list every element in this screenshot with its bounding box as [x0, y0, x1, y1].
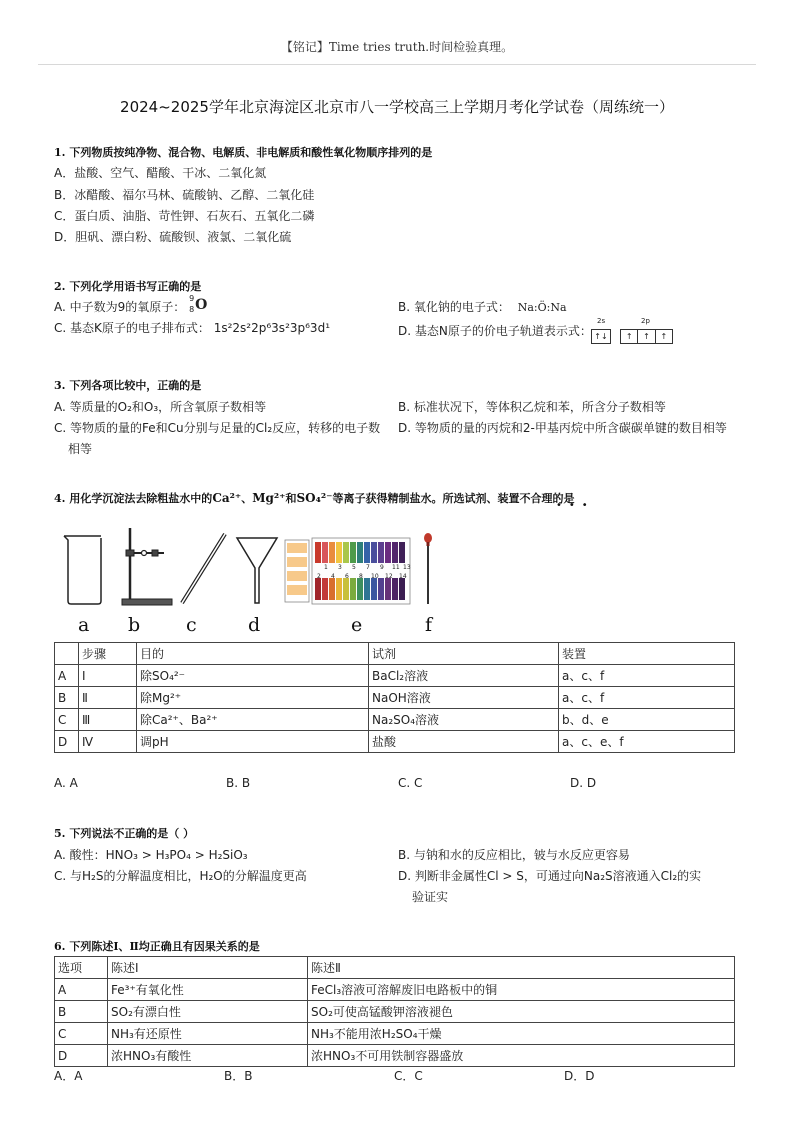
- question-5-option-a: A. 酸性：HNO₃ > H₃PO₄ > H₂SiO₃: [54, 848, 248, 862]
- question-6-stem: 6. 下列陈述Ⅰ、Ⅱ均正确且有因果关系的是: [54, 940, 260, 953]
- table-cell: 调pH: [137, 731, 369, 753]
- question-4-table: [54, 642, 735, 753]
- question-3-option-c-cont: 相等: [68, 442, 93, 456]
- question-6-table: [54, 956, 735, 1067]
- isotope-number: 8: [189, 305, 195, 314]
- table-row: [55, 709, 735, 731]
- table-cell: Ⅰ: [79, 665, 137, 687]
- question-2-option-a: [54, 294, 208, 315]
- orbital-label-2s: 2s: [597, 317, 606, 325]
- ph-value: 13: [403, 564, 411, 571]
- table-cell: BaCl₂溶液: [369, 665, 559, 687]
- sodium-oxide-formula: Na:Ö:Na: [517, 301, 567, 314]
- orbital-label-2p: 2p: [641, 317, 650, 325]
- table-cell: 盐酸: [369, 731, 559, 753]
- ph-value: 9: [380, 564, 384, 571]
- table-cell: SO₂有漂白性: [108, 1001, 308, 1023]
- table-header-cell: 选项: [55, 957, 108, 979]
- table-header-cell: 目的: [137, 643, 369, 665]
- ion-magnesium: Mg²⁺: [252, 491, 286, 505]
- question-3-option-d: D. 等物质的量的丙烷和2-甲基丙烷中所含碳碳单键的数目相等: [398, 421, 727, 435]
- dropper-icon: [424, 533, 432, 604]
- question-1-option-c: C．蛋白质、油脂、苛性钾、石灰石、五氧化二磷: [54, 209, 315, 223]
- question-3-option-a: A. 等质量的O₂和O₃，所含氧原子数相等: [54, 400, 267, 414]
- table-cell: Fe³⁺有氧化性: [108, 979, 308, 1001]
- question-1-option-d: D．胆矾、漂白粉、硫酸钡、液氯、二氧化硫: [54, 230, 292, 244]
- question-4-answer-d: D. D: [570, 776, 597, 790]
- table-cell: FeCl₃溶液可溶解废旧电路板中的铜: [308, 979, 735, 1001]
- ph-paper-icon: [285, 540, 309, 602]
- table-cell: a、c、f: [559, 687, 735, 709]
- question-3-stem: 3. 下列各项比较中，正确的是: [54, 379, 202, 392]
- table-cell: b、d、e: [559, 709, 735, 731]
- question-2-stem: 2. 下列化学用语书写正确的是: [54, 280, 202, 293]
- apparatus-label-f: f: [425, 614, 433, 636]
- table-cell: 除Mg²⁺: [137, 687, 369, 709]
- apparatus-label-b: b: [128, 614, 141, 636]
- table-row: [55, 687, 735, 709]
- glass-rod-icon: [182, 534, 225, 603]
- table-cell: A: [55, 979, 108, 1001]
- table-header-cell: 陈述Ⅰ: [108, 957, 308, 979]
- iron-stand-icon: [122, 528, 172, 605]
- question-5-option-b: B. 与钠和水的反应相比，铍与水反应更容易: [398, 848, 630, 862]
- question-2-option-c: [54, 319, 330, 336]
- ph-value: 12: [385, 573, 393, 580]
- question-1-option-b: B．冰醋酸、福尔马林、硫酸钠、乙醇、二氧化硅: [54, 188, 315, 202]
- orbital-2p-3: ↑: [660, 332, 668, 341]
- ph-value: 6: [345, 573, 349, 580]
- table-row: [55, 665, 735, 687]
- isotope-mass: 9: [189, 294, 195, 303]
- table-cell: Na₂SO₄溶液: [369, 709, 559, 731]
- header-divider: [38, 64, 756, 65]
- table-cell: C: [55, 1023, 108, 1045]
- question-4-answer-c: C. C: [398, 776, 423, 790]
- stem-and: 和: [285, 492, 297, 505]
- question-2-option-d: [398, 322, 592, 339]
- option-c-text: C. 基态K原子的电子排布式：: [54, 321, 210, 335]
- orbital-2p-2: ↑: [638, 330, 655, 343]
- question-5-stem: 5. 下列说法不正确的是（ ）: [54, 827, 195, 840]
- question-6-answer-c: C．C: [394, 1069, 423, 1083]
- table-row: [55, 731, 735, 753]
- ph-value: 1: [324, 564, 328, 571]
- beaker-icon: [64, 536, 101, 604]
- table-cell: Ⅱ: [79, 687, 137, 709]
- ph-value: 10: [371, 573, 379, 580]
- table-cell: A: [55, 665, 79, 687]
- orbital-box-2s: ↑↓: [591, 329, 611, 344]
- question-4-answer-b: B. B: [226, 776, 251, 790]
- table-cell: a、c、e、f: [559, 731, 735, 753]
- question-1-option-a: A．盐酸、空气、醋酸、干冰、二氧化氮: [54, 166, 267, 180]
- option-a-text: A. 中子数为9的氧原子：: [54, 300, 186, 314]
- table-cell: B: [55, 1001, 108, 1023]
- question-4-answer-a: A. A: [54, 776, 78, 790]
- table-row: [55, 1001, 735, 1023]
- question-6-answer-d: D．D: [564, 1069, 595, 1083]
- table-row: [55, 1045, 735, 1067]
- option-d-text: D. 基态N原子的价电子轨道表示式：: [398, 324, 592, 338]
- funnel-icon: [237, 538, 277, 603]
- table-row: [55, 1023, 735, 1045]
- question-3-option-b: B. 标准状况下，等体积乙烷和苯，所含分子数相等: [398, 400, 666, 414]
- table-header-cell: 装置: [559, 643, 735, 665]
- ph-value: 8: [359, 573, 363, 580]
- table-cell: NaOH溶液: [369, 687, 559, 709]
- table-cell: a、c、f: [559, 665, 735, 687]
- potassium-config: 1s²2s²2p⁶3s²3p⁶3d¹: [213, 321, 330, 335]
- ph-value: 3: [338, 564, 342, 571]
- table-cell: 浓HNO₃有酸性: [108, 1045, 308, 1067]
- ph-scale-row-2: [312, 573, 410, 583]
- question-5-option-c: C. 与H₂S的分解温度相比，H₂O的分解温度更高: [54, 869, 307, 883]
- table-cell: C: [55, 709, 79, 731]
- apparatus-label-a: a: [78, 614, 90, 636]
- isotope-symbol: O: [195, 297, 208, 313]
- ion-calcium: Ca²⁺: [212, 491, 242, 505]
- question-4-stem: [54, 490, 574, 506]
- apparatus-label-e: e: [351, 614, 363, 636]
- table-header-cell: 步骤: [79, 643, 137, 665]
- table-cell: Ⅲ: [79, 709, 137, 731]
- table-header-cell: [55, 643, 79, 665]
- table-cell: NH₃有还原性: [108, 1023, 308, 1045]
- question-2-option-b: [398, 298, 567, 315]
- ph-value: 4: [331, 573, 335, 580]
- question-6-answer-b: B．B: [224, 1069, 253, 1083]
- table-header-row: [55, 643, 735, 665]
- emphasis-dots: •••: [556, 500, 595, 511]
- ph-value: 2: [317, 573, 321, 580]
- ph-value: 5: [352, 564, 356, 571]
- stem-separator: 、: [241, 492, 253, 505]
- question-6-answer-a: A．A: [54, 1069, 83, 1083]
- question-1-stem: 1. 下列物质按纯净物、混合物、电解质、非电解质和酸性氧化物顺序排列的是: [54, 146, 433, 159]
- question-5-option-d-cont: 验证实: [412, 890, 449, 904]
- orbital-2p-1: ↑: [621, 330, 638, 343]
- table-cell: 除SO₄²⁻: [137, 665, 369, 687]
- question-3-option-c: C. 等物质的量的Fe和Cu分别与足量的Cl₂反应，转移的电子数: [54, 421, 381, 435]
- table-cell: Ⅳ: [79, 731, 137, 753]
- stem-text-post: 等离子获得精制盐水。所选试剂、装置不合理的是: [332, 492, 575, 505]
- question-5-option-d: D. 判断非金属性Cl > S，可通过向Na₂S溶液通入Cl₂的实: [398, 869, 702, 883]
- table-header-cell: 试剂: [369, 643, 559, 665]
- table-cell: 浓HNO₃不可用铁制容器盛放: [308, 1045, 735, 1067]
- apparatus-label-c: c: [186, 614, 197, 636]
- page-header-motto: 【铭记】Time tries truth.时间检验真理。: [280, 40, 514, 54]
- table-cell: D: [55, 1045, 108, 1067]
- table-cell: D: [55, 731, 79, 753]
- ph-value: 7: [366, 564, 370, 571]
- table-cell: 除Ca²⁺、Ba²⁺: [137, 709, 369, 731]
- table-header-row: [55, 957, 735, 979]
- apparatus-label-d: d: [248, 614, 261, 636]
- ph-value: 14: [399, 573, 407, 580]
- stem-text-pre: 4. 用化学沉淀法去除粗盐水中的: [54, 492, 213, 505]
- option-b-text: B. 氧化钠的电子式：: [398, 300, 510, 314]
- ph-value: 11: [392, 564, 400, 571]
- oxygen-isotope: [189, 294, 208, 314]
- table-header-cell: 陈述Ⅱ: [308, 957, 735, 979]
- page-title: 2024~2025学年北京海淀区北京市八一学校高三上学期月考化学试卷（周练统一）: [120, 98, 674, 116]
- table-cell: B: [55, 687, 79, 709]
- table-row: [55, 979, 735, 1001]
- table-cell: SO₂可使高锰酸钾溶液褪色: [308, 1001, 735, 1023]
- table-cell: NH₃不能用浓H₂SO₄干燥: [308, 1023, 735, 1045]
- orbital-box-2p: [620, 329, 673, 344]
- ion-sulfate: SO₄²⁻: [296, 491, 333, 505]
